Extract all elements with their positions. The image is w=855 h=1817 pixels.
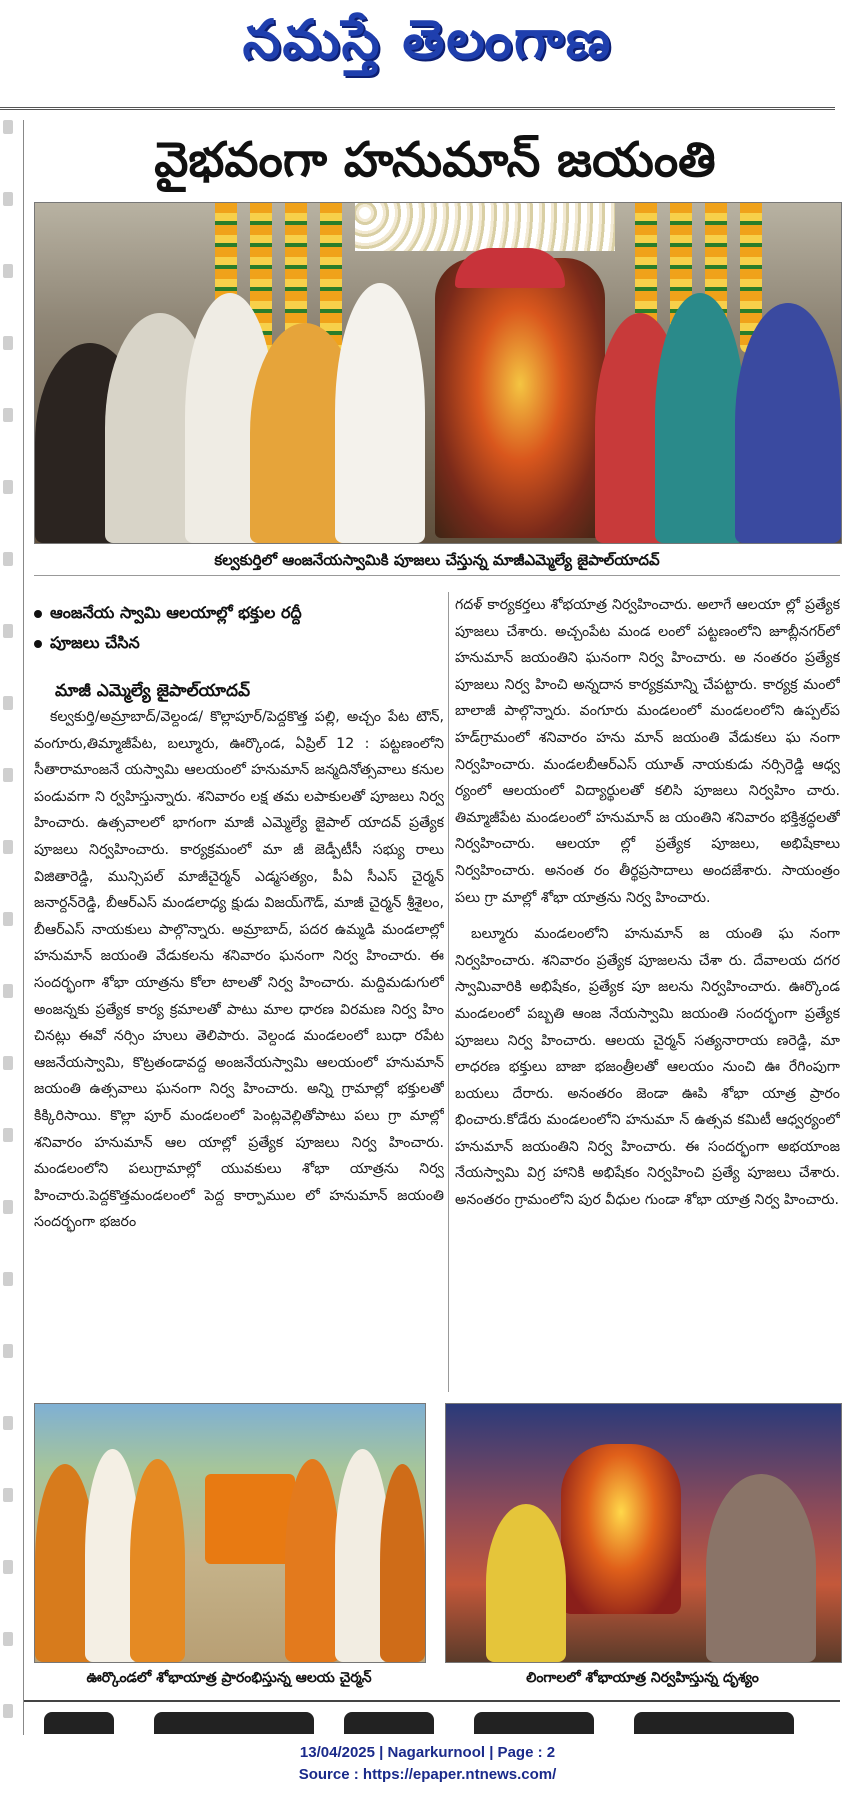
next-headline-clipped (34, 1706, 840, 1734)
saffron-flag (205, 1474, 295, 1564)
highlight-item: పూజలు చేసిన (34, 628, 444, 658)
source-link[interactable]: Source : https://epaper.ntnews.com/ (298, 1766, 557, 1783)
highlight-item: ఆంజనేయ స్వామి ఆలయాల్లో భక్తుల రద్దీ (34, 598, 444, 628)
adjacent-column-clipping (0, 120, 16, 1735)
article-body-right-column (455, 592, 840, 1392)
newspaper-logo: నమస్తే తెలంగాణ (242, 8, 613, 71)
deity-shrine (435, 258, 605, 538)
bullet-icon (34, 640, 42, 648)
column-separator (23, 120, 24, 1735)
photo-caption-left: ఊర్కొండలో శోభాయాత్ర ప్రారంభిస్తున్న ఆలయ చైర్మన్ (86, 1670, 372, 1686)
page-footer (0, 1742, 855, 1786)
main-photo (34, 202, 842, 544)
column-divider (448, 592, 449, 1392)
main-photo-caption: కల్వకుర్తిలో ఆంజనేయస్వామికి పూజలు చేస్తున్న మాజీఎమ్మెల్యే జైపాల్‌యాదవ్ (34, 545, 840, 576)
article-headline: వైభవంగా హనుమాన్ జయంతి (154, 132, 716, 188)
photo-procession-urkonda (34, 1403, 426, 1663)
photo-lingala-ritual (445, 1403, 842, 1663)
highlights-list (34, 598, 444, 658)
bullet-icon (34, 610, 42, 618)
masthead (0, 0, 855, 100)
article-byline: మాజీ ఎమ్మెల్యే జైపాల్‌యాదవ్ (55, 681, 251, 701)
body-paragraph: గదళ్ కార్యకర్తలు శోభయాత్ర నిర్వహించారు. అలాగే ఆలయా ల్లో ప్రత్యేక పూజలు చేశారు. అచ్చంపేట మండ లంలో పట్టణంలోని జూబ్లీనగర్‌లో హనుమాన్ జయంతిని ఘనంగా నిర్వ హించారు. అ నంతరం ప్రత్యేక పూజలు నిర్వ హించి అన్నదాన కార్యక్రమాన్ని చేపట్టారు. కార్యక్ర మంలో బాలాజీ పాల్గొన్నారు. వంగూరు మండలంలో మండలంలోని ఉప్పల్‌ప హడ్‌గ్రామంలో శనివారం హను మాన్ జయంతి వేడుకలు ఘ నంగా నిర్వహించారు. మండలబీఆర్ఎస్ యూత్ నాయకుడు నర్సిరెడ్డి ఆధ్వ ర్యంలో ఆలయంలో విద్యార్థులతో కలిసి పూజలు నిర్వహిం చారు. తిమ్మాజీపేట మండలంలో హనుమాన్ జ యంతిని శనివారం భక్తిశ్రద్ధలతో నిర్వహించారు. ఆలయా ల్లో ప్రత్యేక పూజలు, అభిషేకాలు నిర్వహించారు. అనంత రం తీర్థప్రసాదాలు అందజేశారు. సాయంత్రం పలు గ్రా మాల్లో శోభా యాత్రను నిర్వ హించారు. (455, 597, 840, 906)
bottom-divider (24, 1700, 840, 1702)
photo-caption-right: లింగాలలో శోభాయాత్ర నిర్వహిస్తున్న దృశ్యం (526, 1670, 759, 1686)
edition-info: 13/04/2025 | Nagarkurnool | Page : 2 (299, 1744, 556, 1761)
umbrella-icon (455, 248, 565, 288)
body-paragraph: బల్మూరు మండలంలోని హనుమాన్ జ యంతి ఘ నంగా నిర్వహించారు. శనివారం ప్రత్యేక పూజలను చేశా రు. దేవాలయ దగర స్వామివారికి అభిషేకం, ప్రత్యేక పూ జలను నిర్వహించారు. ఊర్కొండ మండలంలో పబ్బతి ఆంజ నేయస్వామి జయంతి సందర్భంగా ప్రత్యేక పూజలు నిర్వ హించారు. ఆలయ చైర్మన్ సత్యనారాయ ణరెడ్డి, మా లాధరణ భక్తులు బాజా భజంత్రీలతో ఆలయం నుంచి ఊ రేగింపుగా బయలు దేరారు. అనంతరం జెండా ఊపి శోభా యాత్ర ప్రారం భించారు.కోడేరు మండలంలోని హనుమా న్ ఉత్సవ కమిటీ ఆధ్వర్యంలో హనుమాన్ జయంతిని నిర్వ హించారు. ఈ సందర్భంగా అభయాంజ నేయస్వామి విగ్ర హానికి అభిషేకం నిర్వహించి ప్రత్యే పూజలు చేశారు. అనంతరం గ్రామంలోని పుర వీధుల గుండా శోభా యాత్ర నిర్వ హించారు. (455, 926, 840, 1209)
article-body-left-column (34, 704, 444, 1394)
body-paragraph: కల్వకుర్తి/అమ్రాబాద్/వెల్దండ/ కొల్లాపూర్/పెద్దకొత్త పల్లి, అచ్చం పేట టౌన్, వంగూరు,తిమ్మాజీపేట, బల్మూరు, ఊర్కొండ, ఏప్రిల్ 12 : పట్టణంలోని సీతారామాంజనే యస్వామి ఆలయంలో హనుమాన్ జన్మదినోత్సవాలు కనుల పండువగా ని ర్వహిస్తున్నారు. శనివారం లక్ష తమ లపాకులతో పూజలు నిర్వ హించారు. ఉత్సవాలలో భాగంగా మాజీ ఎమ్మెల్యే జైపాల్ యాదవ్ ప్రత్యేక పూజలు నిర్వహించారు. కార్యక్రమంలో మా జీ జెడ్పీటీసీ సభ్యు రాలు విజితారెడ్డి, మున్సిపల్ మాజీచైర్మన్ ఎడ్మసత్యం, పీఏ సీఎస్ చైర్మన్ జనార్దన్‌రెడ్డి, బీఆర్ఎస్ మండలాధ్య క్షుడు విజయ్‌గౌడ్, మాజీ చైర్మన్ శ్రీశైలం, బీఆర్ఎస్ నాయకులు పాల్గొన్నారు. అమ్రాబాద్, పదర ఉమ్మడి మండలాల్లో హనుమాన్ జయంతి వేడుకలను శనివారం ఘనంగా నిర్వ హించారు. ఈ సందర్భంగా శోభా యాత్రను కోలా టాలతో నిర్వ హించారు. మద్దిమడుగులో అంజన్నకు ప్రత్యేక కార్య క్రమాలతో పాటు మాల ధారణ విరమణ నిర్వ హిం చినట్లు ఈవో నర్సిం హులు తెలిపారు. వెల్దండ మండలంలో బుధా రపేట ఆజనేయస్వామి, కొట్రతండావద్ద అంజనేయస్వామి ఆలయంలో హనుమాన్ జయంతి ఉత్సవాలు ఘనంగా నిర్వ హించారు. అన్ని గ్రామాల్లో భక్తులతో కిక్కిరిసాయి. కొల్లా పూర్ మండలంలో పెంట్లవెల్లితోపాటు పలు గ్రా మాల్లో శనివారం హనుమాన్ ఆల యాల్లో ప్రత్యేక పూజలు నిర్వ హించారు. మండలంలోని పలుగ్రామాల్లో యువకులు శోభా యాత్రను నిర్వ హించారు.పెద్దకొత్తమండలంలో పెద్ద కార్పాముల లో హనుమాన్ జయంతి సందర్భంగా భజరం (34, 709, 444, 1231)
masthead-divider (0, 107, 835, 110)
deity-idol (561, 1444, 681, 1614)
